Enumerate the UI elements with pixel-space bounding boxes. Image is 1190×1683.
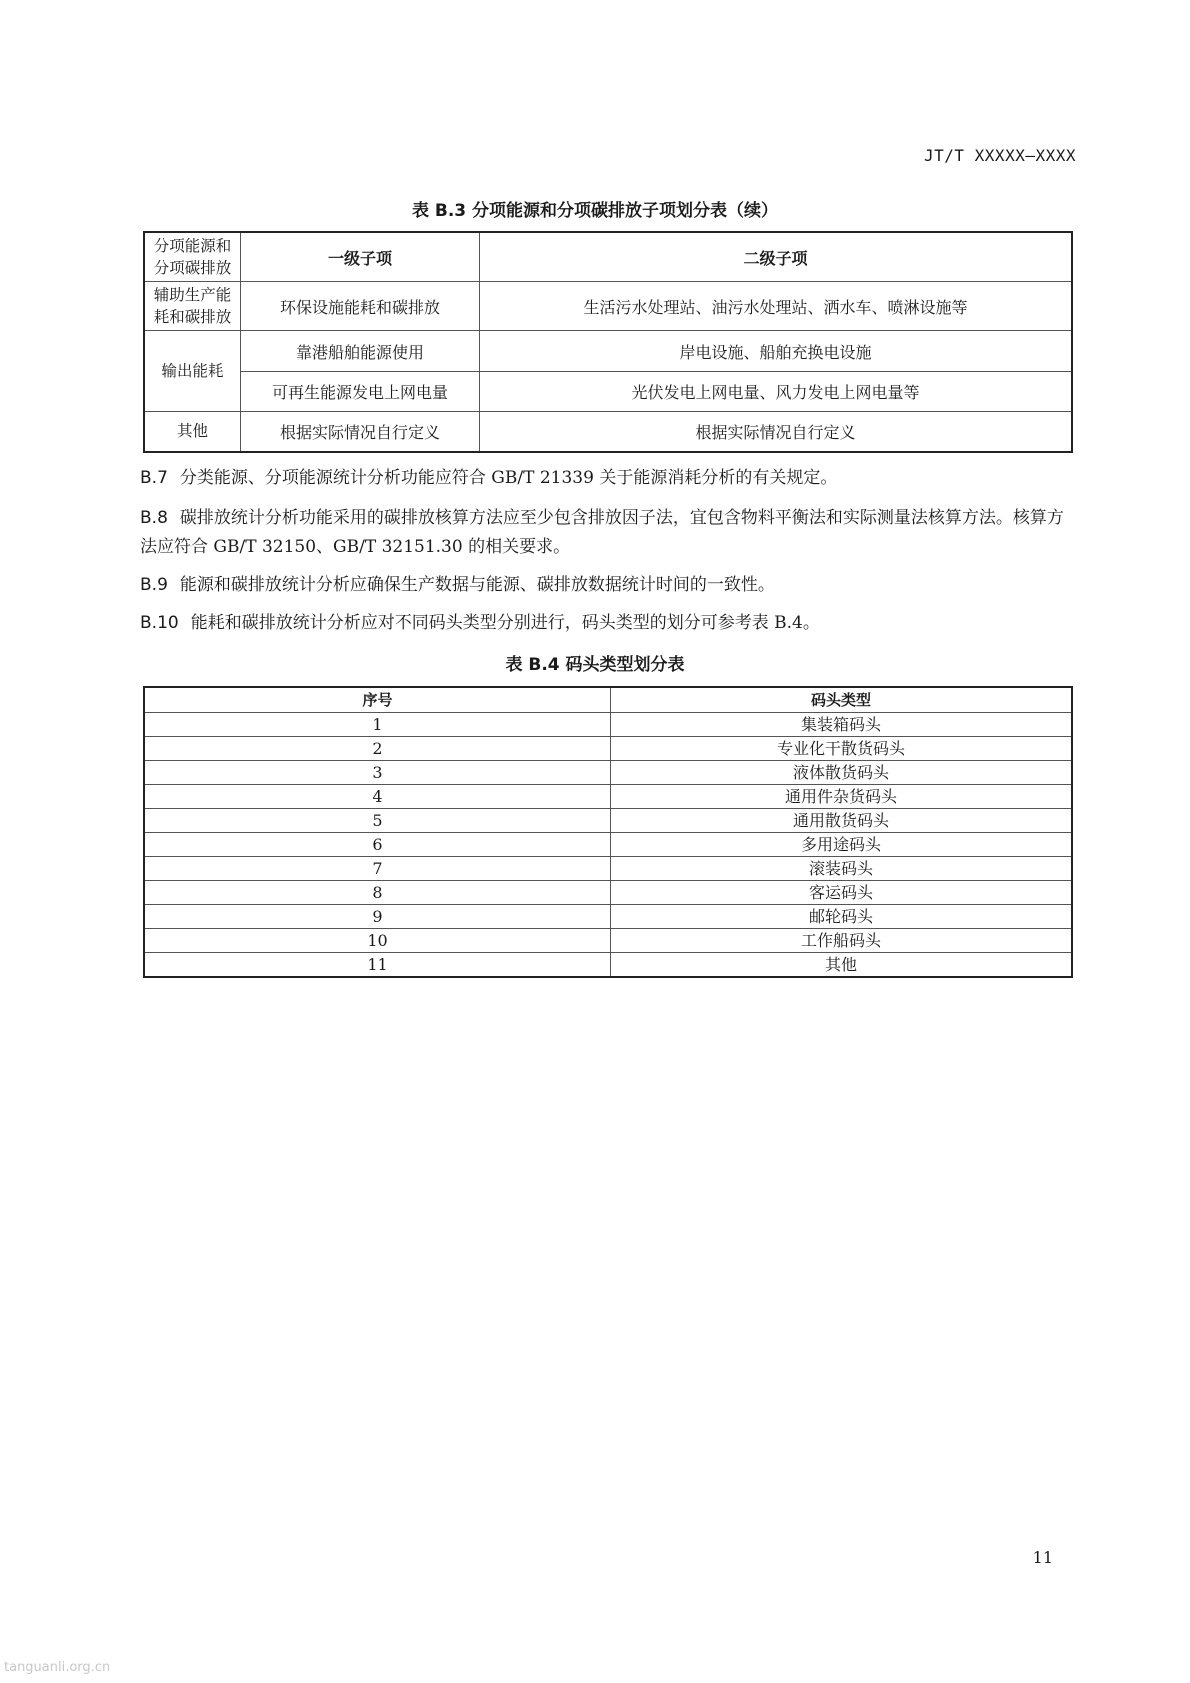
level1-cell: 根据实际情况自行定义 bbox=[241, 412, 480, 452]
table-b3-caption: 表 B.3 分项能源和分项碳排放子项划分表（续） bbox=[411, 201, 779, 221]
table-header-row bbox=[144, 232, 1072, 282]
number-cell: 1 bbox=[144, 713, 611, 737]
number-cell: 5 bbox=[144, 809, 611, 833]
header-wharf-type: 码头类型 bbox=[611, 687, 1073, 713]
table-b4-caption: 表 B.4 码头类型划分表 bbox=[505, 655, 685, 675]
document-code: JT/T XXXXX—XXXX bbox=[924, 146, 1076, 165]
table-row bbox=[144, 372, 1072, 412]
table-row bbox=[144, 929, 1072, 953]
table-row bbox=[144, 282, 1072, 331]
number-cell: 11 bbox=[144, 953, 611, 978]
wharf-type-cell: 多用途码头 bbox=[611, 833, 1073, 857]
table-row bbox=[144, 713, 1072, 737]
table-row bbox=[144, 761, 1072, 785]
wharf-type-cell: 客运码头 bbox=[611, 881, 1073, 905]
clause-number: B.9 bbox=[140, 575, 168, 595]
wharf-type-cell: 滚装码头 bbox=[611, 857, 1073, 881]
level1-cell: 环保设施能耗和碳排放 bbox=[241, 282, 480, 331]
table-row bbox=[144, 857, 1072, 881]
category-cell: 输出能耗 bbox=[144, 331, 241, 412]
number-cell: 7 bbox=[144, 857, 611, 881]
wharf-type-cell: 工作船码头 bbox=[611, 929, 1073, 953]
table-row bbox=[144, 953, 1072, 978]
table-row bbox=[144, 881, 1072, 905]
clause-number: B.7 bbox=[140, 468, 168, 488]
header-level1: 一级子项 bbox=[241, 232, 480, 282]
clause-b8 bbox=[140, 504, 1076, 562]
level1-cell: 靠港船舶能源使用 bbox=[241, 331, 480, 372]
table-row bbox=[144, 331, 1072, 372]
table-header-row bbox=[144, 687, 1072, 713]
table-b4 bbox=[143, 686, 1073, 978]
wharf-type-cell: 通用件杂货码头 bbox=[611, 785, 1073, 809]
table-row bbox=[144, 833, 1072, 857]
level1-cell: 可再生能源发电上网电量 bbox=[241, 372, 480, 412]
category-cell: 其他 bbox=[144, 412, 241, 452]
page-number: 11 bbox=[1032, 1548, 1053, 1567]
table-row bbox=[144, 785, 1072, 809]
wharf-type-cell: 专业化干散货码头 bbox=[611, 737, 1073, 761]
table-b3 bbox=[143, 231, 1073, 453]
clause-b9 bbox=[140, 571, 1076, 600]
number-cell: 10 bbox=[144, 929, 611, 953]
number-cell: 6 bbox=[144, 833, 611, 857]
wharf-type-cell: 集装箱码头 bbox=[611, 713, 1073, 737]
number-cell: 8 bbox=[144, 881, 611, 905]
level2-cell: 根据实际情况自行定义 bbox=[480, 412, 1073, 452]
wharf-type-cell: 液体散货码头 bbox=[611, 761, 1073, 785]
table-row bbox=[144, 412, 1072, 452]
number-cell: 9 bbox=[144, 905, 611, 929]
table-row bbox=[144, 905, 1072, 929]
clause-b10 bbox=[140, 609, 1076, 638]
watermark-text: tanguanli.org.cn bbox=[4, 1660, 111, 1675]
wharf-type-cell: 通用散货码头 bbox=[611, 809, 1073, 833]
category-cell: 辅助生产能耗和碳排放 bbox=[144, 282, 241, 331]
header-category: 分项能源和分项碳排放 bbox=[144, 232, 241, 282]
table-row bbox=[144, 809, 1072, 833]
clause-text: 分类能源、分项能源统计分析功能应符合 GB/T 21339 关于能源消耗分析的有关规定。 bbox=[179, 468, 838, 488]
clause-text: 能源和碳排放统计分析应确保生产数据与能源、碳排放数据统计时间的一致性。 bbox=[179, 575, 775, 595]
clause-number: B.8 bbox=[140, 508, 168, 528]
clause-text: 能耗和碳排放统计分析应对不同码头类型分别进行，码头类型的划分可参考表 B.4。 bbox=[190, 613, 820, 633]
header-number: 序号 bbox=[144, 687, 611, 713]
wharf-type-cell: 其他 bbox=[611, 953, 1073, 978]
header-level2: 二级子项 bbox=[480, 232, 1073, 282]
number-cell: 4 bbox=[144, 785, 611, 809]
number-cell: 2 bbox=[144, 737, 611, 761]
level2-cell: 生活污水处理站、油污水处理站、洒水车、喷淋设施等 bbox=[480, 282, 1073, 331]
level2-cell: 岸电设施、船舶充换电设施 bbox=[480, 331, 1073, 372]
table-row bbox=[144, 737, 1072, 761]
clause-text: 碳排放统计分析功能采用的碳排放核算方法应至少包含排放因子法，宜包含物料平衡法和实际测量法核算方法。核算方法应符合 GB/T 32150、GB/T 32151.30 的相关要求。 bbox=[140, 508, 1064, 557]
clause-number: B.10 bbox=[140, 613, 179, 633]
clause-b7 bbox=[140, 464, 1076, 493]
wharf-type-cell: 邮轮码头 bbox=[611, 905, 1073, 929]
number-cell: 3 bbox=[144, 761, 611, 785]
level2-cell: 光伏发电上网电量、风力发电上网电量等 bbox=[480, 372, 1073, 412]
